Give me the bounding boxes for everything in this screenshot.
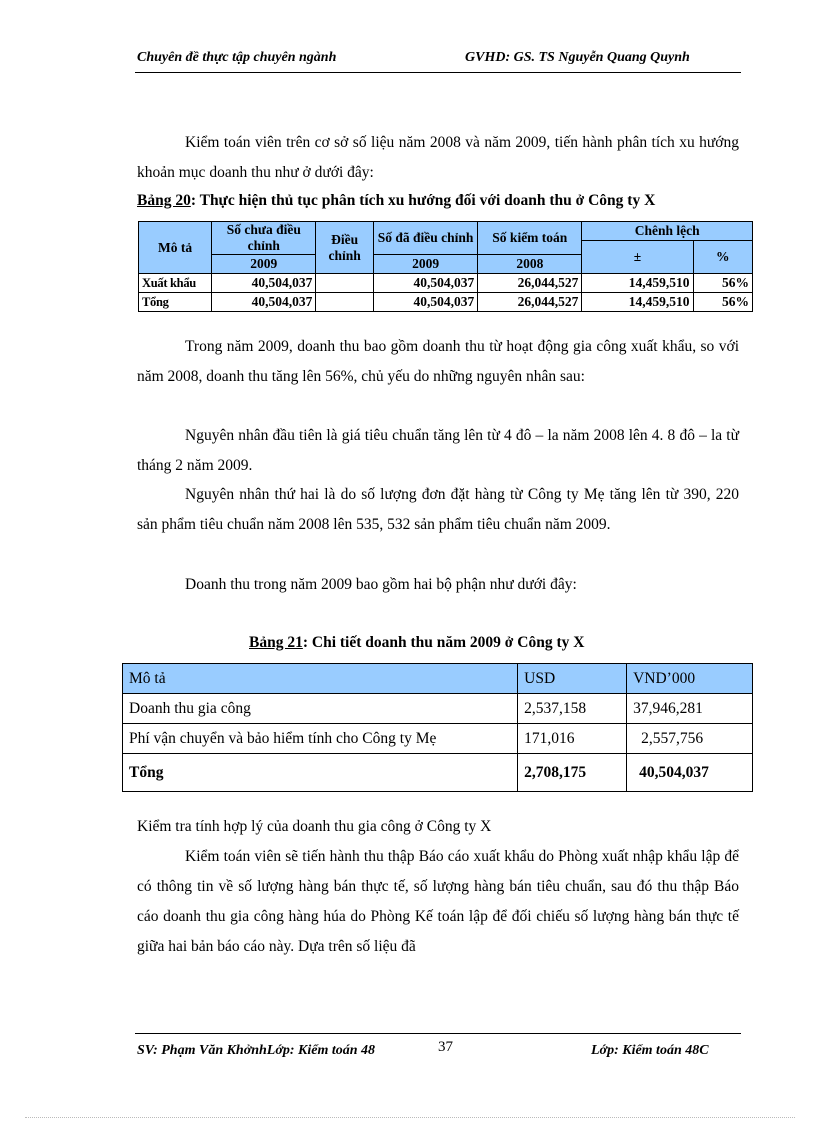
cell-usd: 2,537,158 [518,694,627,724]
table20-caption-label: Bảng 20 [137,192,191,209]
year-2009-b: 2009 [373,255,477,274]
paragraph-5: Kiểm toán viên sẽ tiến hành thu thập Báo cáo xuất khẩu do Phòng xuất nhập khẩu lập để có thông tin về số lượng hàng bán thực tế, số lượng hàng bán tiêu chuẩn, sau đó thu thập Báo cáo doanh thu gia công hàng húa do Phòng Kế toán lập để đối chiếu số lượng hàng bán thực tế giữa hai bản báo cáo này. Dựa trên số liệu đã [137,848,739,955]
header-rule [135,72,741,73]
cell-da: 40,504,037 [373,293,477,312]
paragraph-4: Doanh thu trong năm 2009 bao gồm hai bộ phận như dưới đây: [185,576,577,593]
cell-vnd: 37,946,281 [627,694,753,724]
paragraph-1: Trong năm 2009, doanh thu bao gồm doanh thu từ hoạt động gia công xuất khẩu, so với năm 2008, doanh thu tăng lên 56%, chủ yếu do những nguyên nhân sau: [137,338,739,385]
col-dieu-chinh: Điều chỉnh [316,222,374,274]
table-21 [122,663,753,792]
cell-pm: 14,459,510 [582,274,693,293]
cell-desc: Doanh thu gia công [123,694,518,724]
table21-caption-text: : Chi tiết doanh thu năm 2009 ở Công ty X [302,634,585,651]
table20-caption-text: : Thực hiện thủ tục phân tích xu hướng đối với doanh thu ở Công ty X [190,192,656,209]
cell-total-usd: 2,708,175 [518,754,627,792]
header-right: GVHD: GS. TS Nguyễn Quang Quynh [465,50,690,65]
footer-left: SV: Phạm Văn KhởnhLớp: Kiểm toán 48 [137,1043,376,1058]
header-left: Chuyên đề thực tập chuyên ngành [137,50,337,65]
col-mo-ta: Mô tả [139,222,212,274]
year-2008: 2008 [478,255,582,274]
cell-pct: 56% [693,274,753,293]
intro-paragraph: Kiểm toán viên trên cơ sở số liệu năm 2008 và năm 2009, tiến hành phân tích xu hướng khoản mục doanh thu như ở dưới đây: [137,134,739,181]
col-percent: % [693,241,753,274]
table20-caption [137,192,655,210]
cell-vnd: 2,557,756 [627,724,753,754]
table-row [139,293,753,312]
footer-rule [135,1033,741,1034]
cell-total-vnd: 40,504,037 [627,754,753,792]
cell-chua: 40,504,037 [212,274,316,293]
col-so-chua: Số chưa điều chỉnh [212,222,316,255]
table21-caption-label: Bảng 21 [249,634,303,651]
page-number: 37 [438,1039,453,1055]
cell-chua: 40,504,037 [212,293,316,312]
row-label: Xuất khẩu [139,274,212,293]
cell-dc [316,293,374,312]
year-2009-a: 2009 [212,255,316,274]
cell-pm: 14,459,510 [582,293,693,312]
cell-usd: 171,016 [518,724,627,754]
cell-kt: 26,044,527 [478,293,582,312]
col-vnd: VND’000 [627,664,753,694]
bottom-divider [25,1117,795,1118]
table-row [123,694,753,724]
table-row [123,724,753,754]
col-so-da: Số đã điều chỉnh [373,222,477,255]
paragraph-3: Nguyên nhân thứ hai là do số lượng đơn đặt hàng từ Công ty Mẹ tăng lên từ 390, 220 sản phẩm tiêu chuẩn năm 2008 lên 535, 532 sản phẩm tiêu chuẩn năm 2009. [137,486,739,533]
table21-caption [249,634,584,652]
cell-kt: 26,044,527 [478,274,582,293]
col-so-kiem-toan: Số kiểm toán [478,222,582,255]
row-label: Tổng [139,293,212,312]
table-total-row [123,754,753,792]
cell-dc [316,274,374,293]
cell-total-label: Tổng [123,754,518,792]
col-mo-ta: Mô tả [123,664,518,694]
table-row [139,274,753,293]
table-20 [138,221,753,312]
col-plus-minus: ± [582,241,693,274]
col-chenh-lech: Chênh lệch [582,222,753,241]
subheading: Kiểm tra tính hợp lý của doanh thu gia công ở Công ty X [137,818,492,835]
cell-desc: Phí vận chuyển và bảo hiểm tính cho Công ty Mẹ [123,724,518,754]
cell-pct: 56% [693,293,753,312]
cell-da: 40,504,037 [373,274,477,293]
paragraph-2: Nguyên nhân đầu tiên là giá tiêu chuẩn tăng lên từ 4 đô – la năm 2008 lên 4. 8 đô – la từ tháng 2 năm 2009. [137,427,739,474]
footer-right: Lớp: Kiểm toán 48C [591,1043,709,1058]
col-usd: USD [518,664,627,694]
